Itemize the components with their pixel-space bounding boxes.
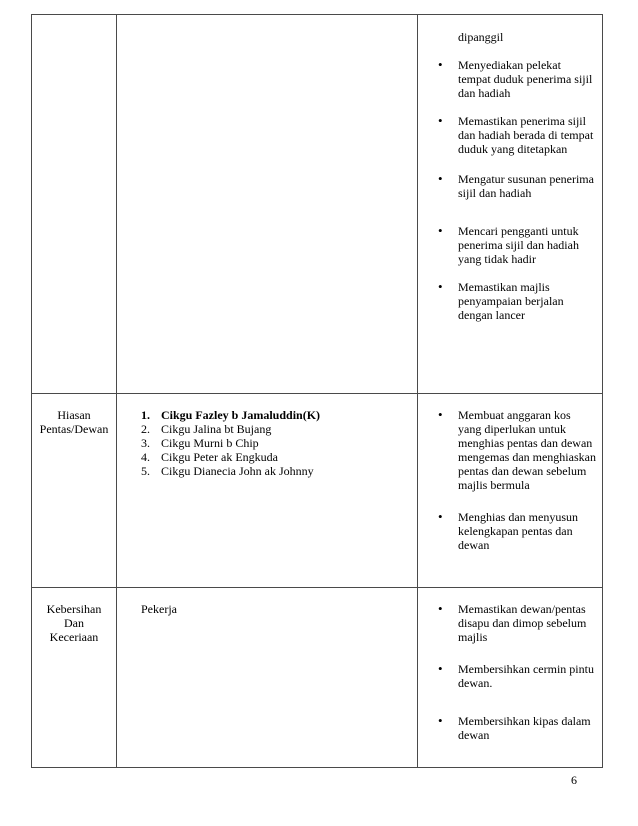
task-list [418, 588, 602, 742]
category-cell [32, 588, 117, 768]
category-label: Pentas/Dewan [39, 422, 109, 436]
table-row [32, 15, 603, 394]
category-cell [32, 15, 117, 394]
member-item: 3. Cikgu Murni b Chip [141, 436, 259, 450]
category-label: Keceriaan [49, 630, 99, 644]
member-item: 1. Cikgu Fazley b Jamaluddin(K) [141, 408, 321, 422]
members-cell [117, 394, 418, 588]
page-number: 6 [571, 773, 577, 787]
table-row [32, 588, 603, 768]
task-item: • Membuat anggaran kos yang diperlukan untuk menghias pentas dan dewan mengemas dan menghiaskan pentas dan dewan sebelum majlis bermula [458, 408, 596, 492]
category-label: Hiasan [57, 408, 91, 422]
category-cell [32, 394, 117, 588]
tasks-cell [418, 588, 603, 768]
task-item: • Menghias dan menyusun kelengkapan pentas dan dewan [458, 510, 596, 552]
category-label: Dan [64, 616, 84, 630]
member-list [117, 394, 417, 478]
member-item: 4. Cikgu Peter ak Engkuda [141, 450, 278, 464]
task-list [418, 15, 602, 322]
members-cell [117, 588, 418, 768]
task-item: • Menyediakan pelekat tempat duduk penerima sijil dan hadiah [458, 58, 596, 100]
member-item: 5. Cikgu Dianecia John ak Johnny [141, 464, 314, 478]
task-list [418, 394, 602, 552]
task-item: • Memastikan penerima sijil dan hadiah berada di tempat duduk yang ditetapkan [458, 114, 596, 156]
task-item: • Mencari pengganti untuk penerima sijil dan hadiah yang tidak hadir [458, 224, 596, 266]
member-item: 2. Cikgu Jalina bt Bujang [141, 422, 272, 436]
members-cell [117, 15, 418, 394]
tasks-cell [418, 394, 603, 588]
worker-label: Pekerja [141, 602, 177, 616]
task-item: dipanggil [458, 30, 504, 44]
task-item: • Membersihkan kipas dalam dewan [458, 714, 596, 742]
tasks-cell [418, 15, 603, 394]
committee-table [31, 14, 603, 768]
task-item: • Memastikan dewan/pentas disapu dan dimop sebelum majlis [458, 602, 596, 644]
task-item: • Membersihkan cermin pintu dewan. [458, 662, 596, 690]
category-label: Kebersihan [46, 602, 102, 616]
table-row [32, 394, 603, 588]
task-item: • Memastikan majlis penyampaian berjalan dengan lancer [458, 280, 596, 322]
task-item: • Mengatur susunan penerima sijil dan hadiah [458, 172, 596, 200]
